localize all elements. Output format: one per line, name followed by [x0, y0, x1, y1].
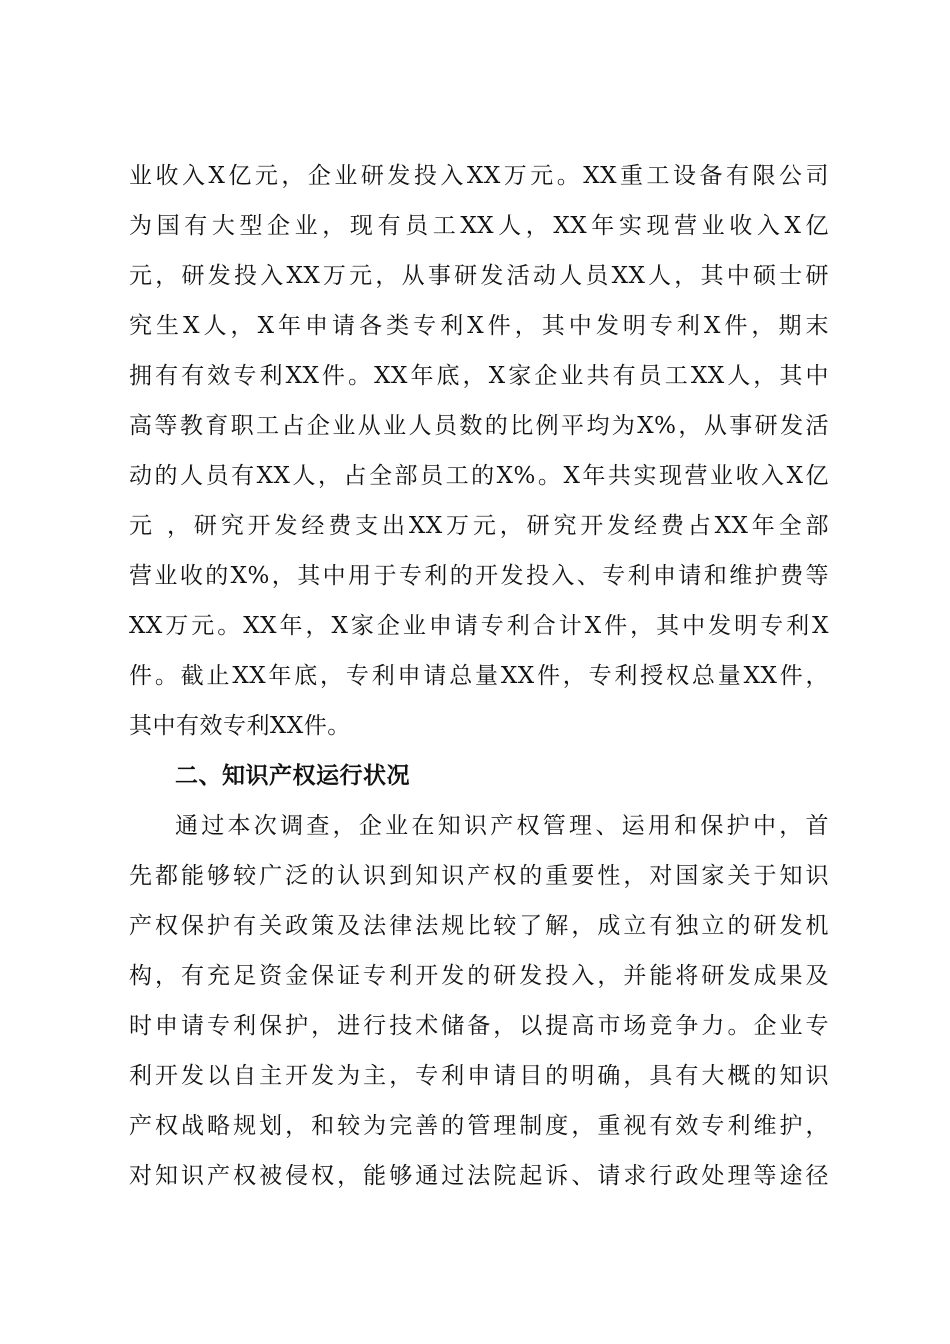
paragraph-line: 时申请专利保护，进行技术储备，以提高市场竞争力。企业专: [129, 1013, 829, 1039]
paragraph-line: 件。截止XX年底，专利申请总量XX件，专利授权总量XX件，: [129, 663, 829, 689]
paragraph-2: [129, 801, 829, 1201]
paragraph-line: 产权保护有关政策及法律法规比较了解，成立有独立的研发机: [129, 913, 829, 939]
paragraph-line: 对知识产权被侵权，能够通过法院起诉、请求行政处理等途径: [129, 1163, 829, 1189]
paragraph-line: 构，有充足资金保证专利开发的研发投入，并能将研发成果及: [129, 963, 829, 989]
paragraph-1: [129, 151, 829, 751]
paragraph-line: 拥有有效专利XX件。XX年底，X家企业共有员工XX人，其中: [129, 363, 829, 389]
paragraph-line: 元，研发投入XX万元，从事研发活动人员XX人，其中硕士研: [129, 263, 829, 289]
paragraph-line: 营业收的X%，其中用于专利的开发投入、专利申请和维护费等: [129, 563, 829, 589]
paragraph-line: 动的人员有XX人，占全部员工的X%。X年共实现营业收入X亿: [129, 463, 829, 489]
paragraph-line: 高等教育职工占企业从业人员数的比例平均为X%，从事研发活: [129, 413, 829, 439]
document-body: [129, 151, 829, 1201]
paragraph-line: 究生X人，X年申请各类专利X件，其中发明专利X件，期末: [129, 313, 829, 339]
paragraph-line: 其中有效专利XX件。: [129, 713, 351, 739]
paragraph-line: 先都能够较广泛的认识到知识产权的重要性，对国家关于知识: [129, 863, 829, 889]
section-heading: 二、知识产权运行状况: [175, 763, 410, 789]
paragraph-line: 通过本次调查，企业在知识产权管理、运用和保护中，首: [175, 813, 829, 839]
paragraph-line: 元 ，研究开发经费支出XX万元，研究开发经费占XX年全部: [129, 513, 829, 539]
paragraph-line: 业收入X亿元，企业研发投入XX万元。XX重工设备有限公司: [129, 163, 829, 189]
paragraph-line: 利开发以自主开发为主，专利申请目的明确，具有大概的知识: [129, 1063, 829, 1089]
paragraph-line: 为国有大型企业，现有员工XX人，XX年实现营业收入X亿: [129, 213, 829, 239]
paragraph-line: XX万元。XX年，X家企业申请专利合计X件，其中发明专利X: [129, 613, 829, 639]
paragraph-line: 产权战略规划，和较为完善的管理制度，重视有效专利维护，: [129, 1113, 829, 1139]
